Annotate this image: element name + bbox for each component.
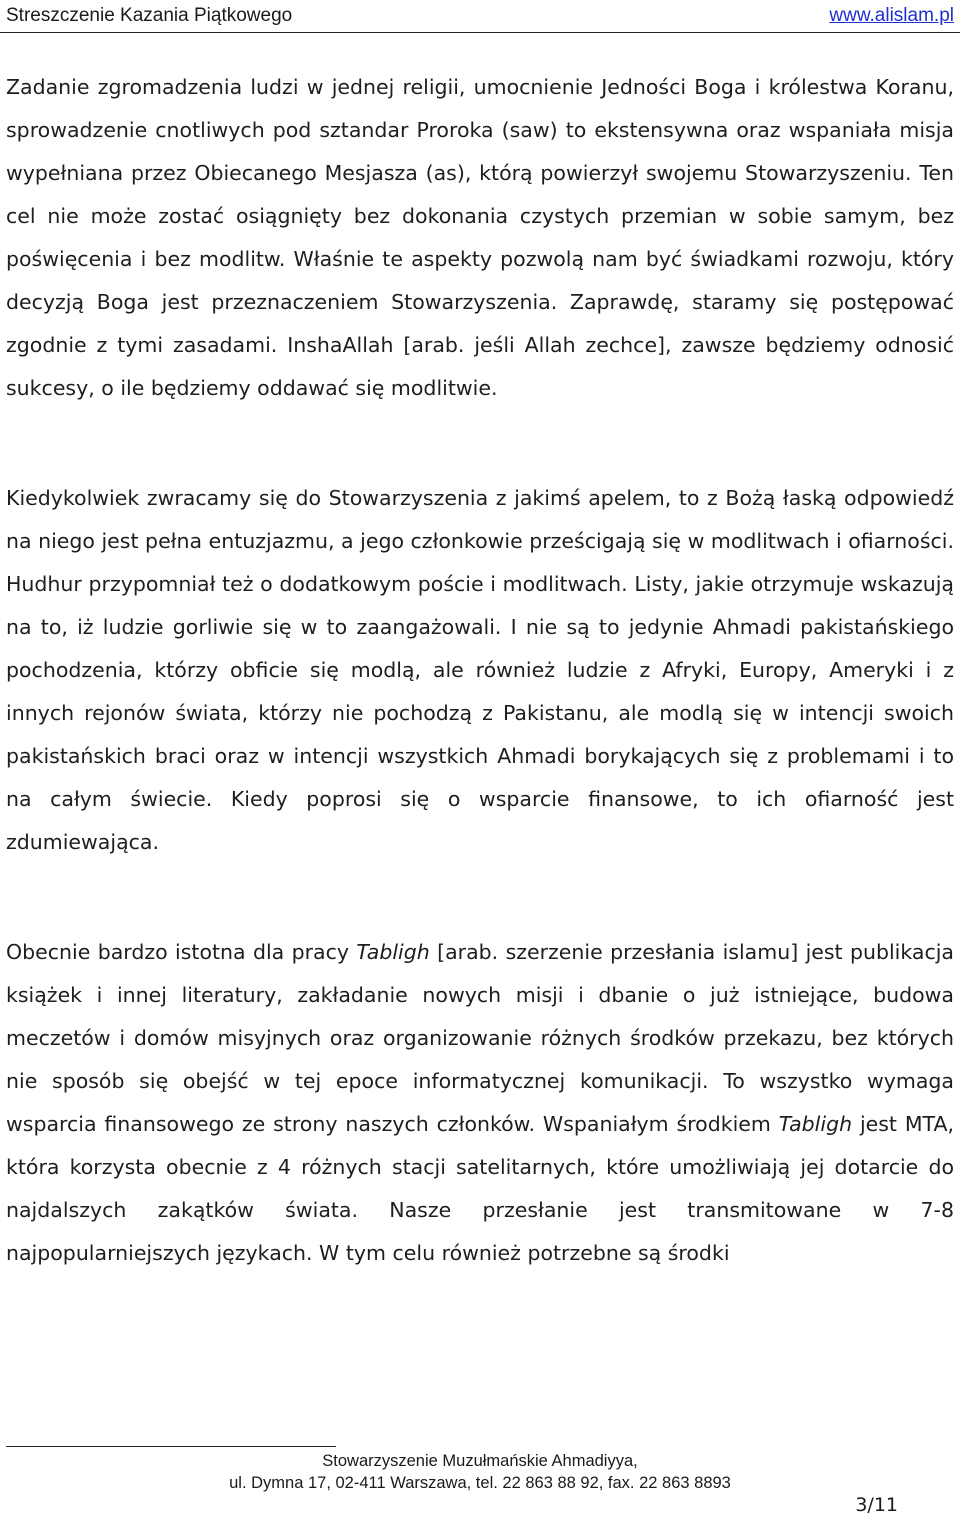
paragraph-3-text-2: [arab. szerzenie przesłania islamu] jest publikacja książek i innej literatury, zakładanie nowych misji i dbanie o już istniejące, budowa meczetów i domów misyjnych oraz organizowanie różnych środków przekazu, bez których nie sposób się obejść w tej epoce informatycznej komunikacji. To wszystko wymaga wsparcia finansowego ze strony naszych członków. Wspaniałym środkiem [6,940,954,1136]
paragraph-3-italic-term-1: Tabligh [356,940,430,964]
paragraph-3-text-3: jest MTA, która korzysta obecnie z 4 różnych stacji satelitarnych, które umożliwiają jej dotarcie do najdalszych zakątków świata. Nasze przesłanie jest transmitowane w 7-8 najpopularniejszych językach. W tym celu również potrzebne są środki [6,1112,954,1265]
footer-organization: Stowarzyszenie Muzułmańskie Ahmadiyya, [322,1452,638,1470]
page-number: 3/11 [855,1494,898,1516]
paragraph-3-text-1: Obecnie bardzo istotna dla pracy [6,940,357,964]
header-divider [0,32,960,33]
document-body [6,66,954,1275]
footer-address: ul. Dymna 17, 02-411 Warszawa, tel. 22 863 88 92, fax. 22 863 8893 [229,1474,731,1492]
paragraph-3 [6,931,954,1275]
paragraph-1: Zadanie zgromadzenia ludzi w jednej religii, umocnienie Jedności Boga i królestwa Koranu, sprowadzenie cnotliwych pod sztandar Proroka (saw) to ekstensywna oraz wspaniała misja wypełniana przez Obiecanego Mesjasza (as), którą powierzył swojemu Stowarzyszeniu. Ten cel nie może zostać osiągnięty bez dokonania czystych przemian w sobie samym, bez poświęcenia i bez modlitw. Właśnie te aspekty pozwolą nam być świadkami rozwoju, który decyzją Boga jest przeznaczeniem Stowarzyszenia. Zaprawdę, staramy się postępować zgodnie z tymi zasadami. InshaAllah [arab. jeśli Allah zechce], zawsze będziemy odnosić sukcesy, o ile będziemy oddawać się modlitwie. [6,75,954,400]
page-header [0,0,960,34]
footer-divider [6,1446,336,1447]
page-footer [0,1450,960,1494]
paragraph-3-italic-term-2: Tabligh [778,1112,853,1136]
website-link[interactable]: www.alislam.pl [829,5,954,26]
paragraph-2: Kiedykolwiek zwracamy się do Stowarzyszenia z jakimś apelem, to z Bożą łaską odpowiedź na niego jest pełna entuzjazmu, a jego członkowie prześcigają się w modlitwach i ofiarności. Hudhur przypomniał też o dodatkowym poście i modlitwach. Listy, jakie otrzymuje wskazują na to, iż ludzie gorliwie się w to zaangażowali. I nie są to jedynie Ahmadi pakistańskiego pochodzenia, którzy obficie się modlą, ale również ludzie z Afryki, Europy, Ameryki i z innych rejonów świata, którzy nie pochodzą z Pakistanu, ale modlą się w intencji swoich pakistańskich braci oraz w intencji wszystkich Ahmadi borykających się z problemami i to na całym świecie. Kiedy poprosi się o wsparcie finansowe, to ich ofiarność jest zdumiewająca. [6,486,954,854]
header-title: Streszczenie Kazania Piątkowego [6,5,293,26]
